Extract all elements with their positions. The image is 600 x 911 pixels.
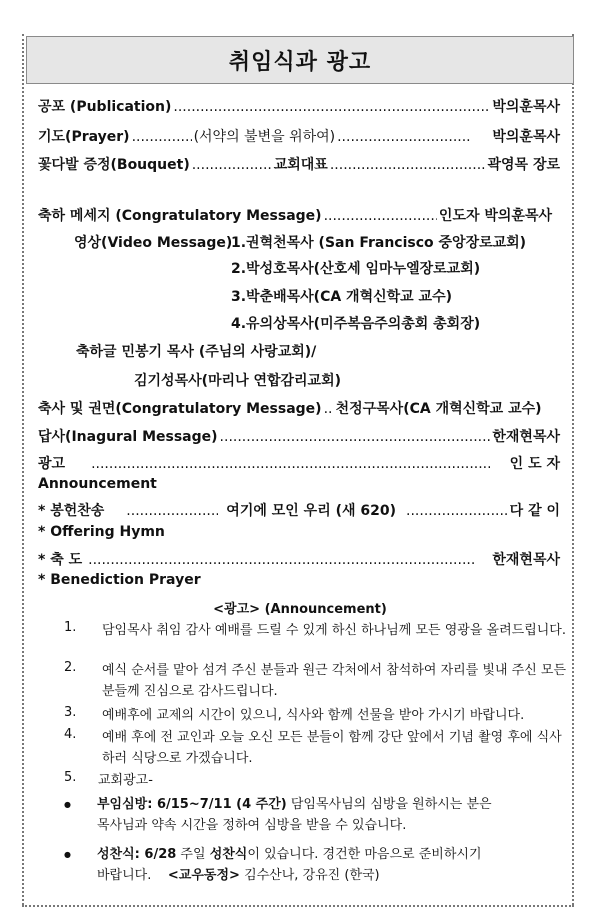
bullet-item-communion <box>97 844 537 886</box>
video-speaker-3: 3.박춘배목사(CA 개혁신학교 교수) <box>231 289 453 305</box>
program-bouquet <box>38 154 560 174</box>
bullet-icon: ● <box>64 800 71 809</box>
item-text: 예배후에 교제의 시간이 있으니, 식사와 함께 선물을 받아 가시기 바랍니다. <box>102 708 525 723</box>
communion-bold: 성찬식 <box>209 847 248 862</box>
announcement-sub: Announcement <box>38 476 157 492</box>
bullet-item-visitation <box>97 794 537 836</box>
offering-person: 다 같 이 <box>509 503 560 519</box>
item-number: 1. <box>64 620 77 635</box>
leader-dots <box>132 129 192 145</box>
response-label: 답사(Inagural Message) <box>38 429 218 445</box>
leader-dots <box>337 129 470 145</box>
item-number: 2. <box>64 660 77 675</box>
item-text: 예배 후에 전 교인과 오늘 오신 모든 분들이 함께 강단 앞에서 기념 촬영 후에 식사하러 식당으로 가겠습니다. <box>102 730 562 766</box>
benediction-person: 한재현목사 <box>492 552 560 568</box>
visitation-title: 부임심방: 6/15~7/11 (4 주간) <box>97 797 287 812</box>
member-news-text: 김수산나, 강유진 (한국) <box>239 868 380 883</box>
congrat-message-label: 축하 메세지 (Congratulatory Message) <box>38 208 322 224</box>
program-congrat-message <box>38 205 552 225</box>
page-title: 취임식과 광고 <box>228 49 372 75</box>
item-text: 예식 순서를 맡아 섬겨 주신 분들과 원근 각처에서 참석하여 자리를 빛내 주신 모든 분들께 진심으로 감사드립니다. <box>102 663 567 699</box>
program-exhortation <box>38 398 560 418</box>
bouquet-person: 곽영목 장로 <box>487 157 560 173</box>
publication-person: 박의훈목사 <box>492 99 560 115</box>
leader-dots <box>192 157 272 173</box>
bullet-icon: ● <box>64 850 71 859</box>
announcement-label: 광고 <box>38 456 66 472</box>
program-prayer <box>38 126 560 146</box>
exhortation-label: 축사 및 권면(Congratulatory Message) <box>38 401 322 417</box>
leader-dots <box>330 157 486 173</box>
leader-dots <box>324 401 334 417</box>
leader-dots <box>406 503 508 519</box>
program-offering <box>38 500 560 520</box>
bottom-border <box>22 905 574 907</box>
exhortation-person: 천정구목사(CA 개혁신학교 교수) <box>335 401 542 417</box>
member-news-label: <교우동정> <box>167 868 240 883</box>
benediction-sub: * Benediction Prayer <box>38 572 201 588</box>
visitation-text: 담임목사님의 심방을 원하시는 분은 <box>286 797 492 812</box>
publication-label: 공포 (Publication) <box>38 99 172 115</box>
leader-dots <box>324 208 437 224</box>
video-speaker-2: 2.박성호목사(산호세 임마누엘장로교회) <box>231 261 481 277</box>
item-number: 3. <box>64 705 77 720</box>
bouquet-label: 꽃다발 증정(Bouquet) <box>38 157 190 173</box>
communion-line2: 바랍니다. <box>97 868 168 883</box>
announcement-person: 인 도 자 <box>509 456 560 472</box>
video-speaker-1: 1.권혁천목사 (San Francisco 중앙장로교회) <box>231 235 527 251</box>
leader-dots <box>126 503 218 519</box>
congrat-writing-line1: 축하글 민봉기 목사 (주님의 사랑교회)/ <box>76 344 317 360</box>
video-label: 영상(Video Message) <box>74 235 233 251</box>
item-number: 5. <box>64 770 77 785</box>
communion-title: 성찬식: 6/28 <box>97 847 177 862</box>
communion-text: 주일 <box>176 847 210 862</box>
leader-dots <box>91 456 490 472</box>
prayer-note: (서약의 불변을 위하여) <box>193 129 336 145</box>
offering-sub: * Offering Hymn <box>38 524 165 540</box>
leader-dots <box>173 99 490 115</box>
program-announcement <box>38 453 560 473</box>
offering-hymn: 여기에 모인 우리 (새 620) <box>226 503 397 519</box>
benediction-label: * 축 도 <box>38 552 83 568</box>
announcements-heading: <광고> (Announcement) <box>213 602 387 617</box>
congrat-message-person: 인도자 박의훈목사 <box>438 208 552 224</box>
item-number: 4. <box>64 727 77 742</box>
congrat-writing-line2: 김기성목사(마리나 연합감리교회) <box>134 373 342 389</box>
program-publication <box>38 96 560 116</box>
prayer-label: 기도(Prayer) <box>38 129 130 145</box>
title-box <box>26 36 574 84</box>
program-benediction <box>38 549 560 569</box>
response-person: 한재현목사 <box>492 429 560 445</box>
bouquet-note: 교회대표 <box>273 157 328 173</box>
offering-label: * 봉헌찬송 <box>38 503 105 519</box>
visitation-text-line2: 목사님과 약속 시간을 정하여 심방을 받을 수 있습니다. <box>97 818 407 833</box>
item-text: 담임목사 취임 감사 예배를 드릴 수 있게 하신 하나님께 모든 영광을 올려드립니다. <box>102 623 567 638</box>
leader-dots <box>88 552 474 568</box>
prayer-person: 박의훈목사 <box>492 129 560 145</box>
video-speaker-4: 4.유의상목사(미주복음주의총회 총회장) <box>231 316 481 332</box>
program-response <box>38 426 560 446</box>
item-text: 교회광고- <box>98 773 153 788</box>
leader-dots <box>220 429 491 445</box>
communion-text2: 이 있습니다. 경건한 마음으로 준비하시기 <box>247 847 482 862</box>
